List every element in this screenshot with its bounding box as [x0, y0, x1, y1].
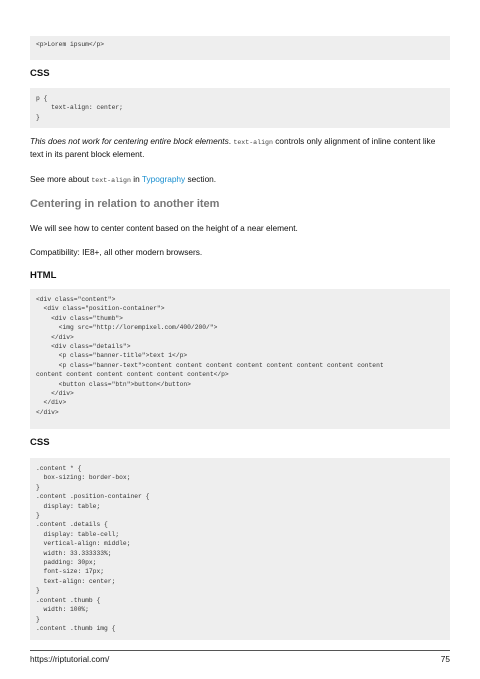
code-block-css-2: .content * { box-sizing: border-box; } .content .position-container { display: table; } .content .details { display: table-cell; vertical-align: middle; width: 33.333333%; padding: 30px; font-size: 17px; text-align: center; } .content .thumb { width: 100%; } .content .thumb img {: [30, 458, 450, 640]
see-more-mid: in: [130, 174, 142, 184]
typography-link[interactable]: Typography: [141, 174, 186, 184]
section-title: Centering in relation to another item: [30, 198, 220, 210]
page-footer: [30, 650, 450, 664]
code-block-css-1: p { text-align: center; }: [30, 88, 450, 128]
see-more-paragraph: [30, 174, 450, 187]
note-dot: .: [228, 136, 234, 146]
compatibility-paragraph: Compatibility: IE8+, all other modern browsers.: [30, 247, 203, 257]
footer-url[interactable]: https://riptutorial.com/: [30, 654, 110, 664]
html-heading: HTML: [30, 270, 57, 281]
note-paragraph: [30, 136, 450, 160]
see-more-prefix: See more about: [30, 174, 92, 184]
see-more-suffix: section.: [185, 174, 217, 184]
code-block-html: <div class="content"> <div class="position-container"> <div class="thumb"> <img src="http://lorempixel.com/400/200/"> </div> <div class="details"> <p class="banner-title">text 1</p> <p class="banner-text">content content content content content content content content content content content content content content</p> <button class="btn">button</button> </div> </div> </div>: [30, 289, 450, 429]
css-heading-1: CSS: [30, 68, 50, 79]
note-code: text-align: [233, 139, 273, 146]
note-rest: controls only alignment of inline content like text in its parent block element.: [30, 136, 436, 159]
intro-paragraph: We will see how to center content based on the height of a near element.: [30, 223, 298, 233]
page-number: 75: [440, 654, 450, 664]
css-heading-2: CSS: [30, 437, 50, 448]
note-italic: This does not work for centering entire block elements: [30, 136, 229, 146]
see-more-code: text-align: [91, 177, 131, 184]
code-block-html-p: <p>Lorem ipsum</p>: [30, 36, 450, 60]
